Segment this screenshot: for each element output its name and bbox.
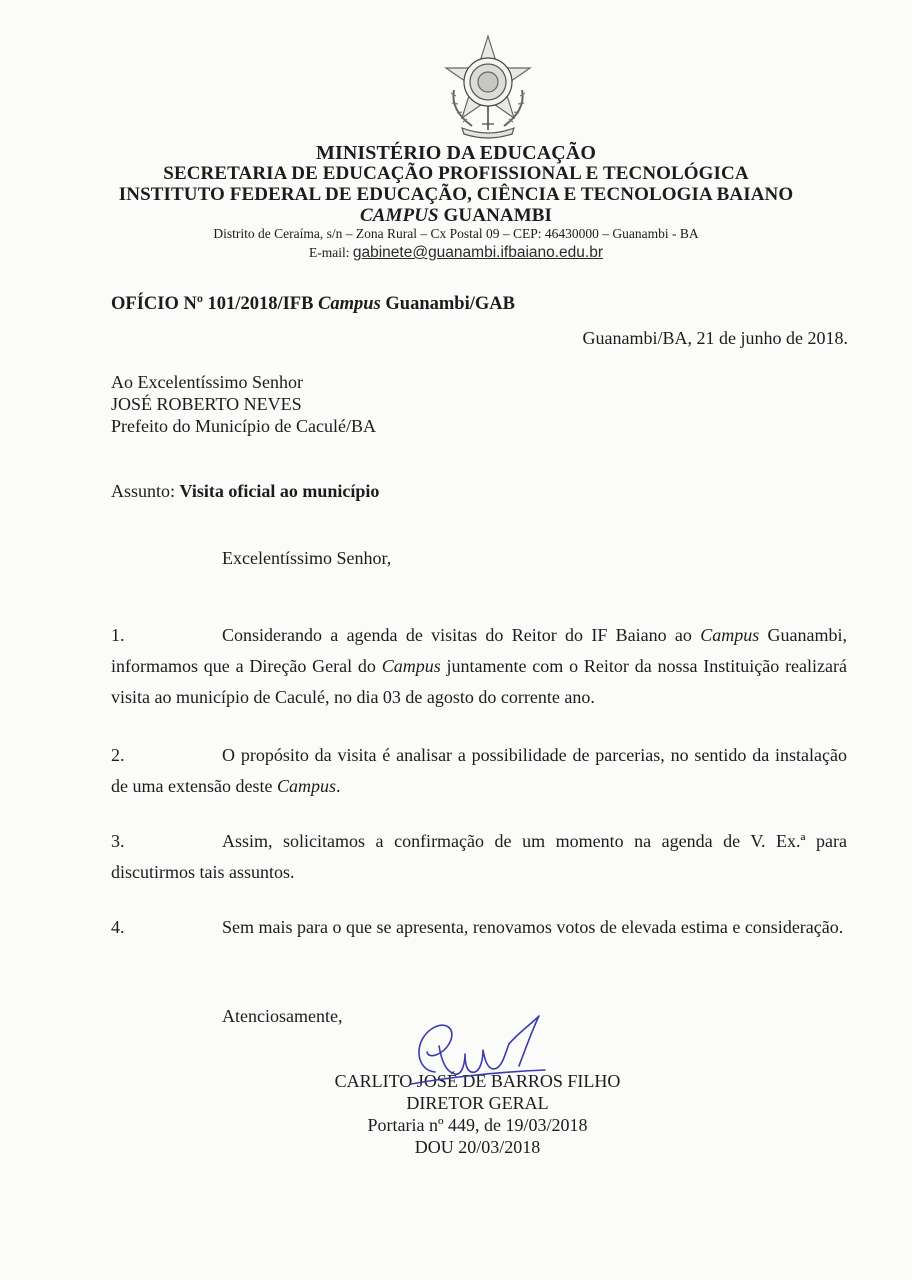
paragraph-1 bbox=[111, 620, 847, 713]
header-email-line bbox=[0, 243, 912, 263]
paragraph-4 bbox=[111, 912, 847, 943]
oficio-prefix: OFÍCIO Nº 101/2018/IFB bbox=[111, 294, 319, 314]
paragraph-text: juntamente com o Reitor da nossa Instituição realizará visita ao município de Caculé, no dia 03 de agosto do corrente ano. bbox=[111, 656, 848, 707]
email-label: E-mail: bbox=[308, 245, 353, 260]
salutation: Excelentíssimo Senhor, bbox=[222, 548, 392, 568]
header-ministry: MINISTÉRIO DA EDUCAÇÃO bbox=[315, 142, 596, 164]
header-secretariat: SECRETARIA DE EDUCAÇÃO PROFISSIONAL E TECNOLÓGICA bbox=[163, 163, 749, 184]
handwritten-signature-icon bbox=[405, 1010, 550, 1090]
subject-text: Visita oficial ao município bbox=[179, 481, 380, 501]
paragraph-text: Assim, solicitamos a confirmação de um momento na agenda de V. Ex.ª para discutirmos tais assuntos. bbox=[111, 831, 847, 882]
paragraph-2 bbox=[111, 740, 847, 802]
paragraph-number: 4. bbox=[111, 917, 125, 937]
closing: Atenciosamente, bbox=[222, 1006, 343, 1026]
signer-dou: DOU 20/03/2018 bbox=[414, 1137, 541, 1157]
paragraph-text: Considerando a agenda de visitas do Reitor do IF Baiano ao bbox=[222, 625, 701, 645]
header-campus bbox=[0, 205, 912, 227]
subject-label: Assunto: bbox=[111, 481, 180, 501]
oficio-italic: Campus bbox=[318, 294, 381, 314]
recipient-title: Prefeito do Município de Caculé/BA bbox=[111, 416, 376, 436]
header-institute: INSTITUTO FEDERAL DE EDUCAÇÃO, CIÊNCIA E TECNOLOGIA BAIANO bbox=[118, 184, 794, 205]
paragraph-italic: Campus bbox=[381, 656, 441, 676]
oficio-number bbox=[111, 293, 515, 315]
paragraph-italic: Campus bbox=[276, 776, 336, 796]
header-address: Distrito de Ceraíma, s/n – Zona Rural – Cx Postal 09 – CEP: 46430000 – Guanambi - BA bbox=[213, 226, 699, 241]
paragraph-italic: Campus bbox=[700, 625, 760, 645]
brazil-coat-of-arms-icon bbox=[432, 30, 544, 142]
signer-name: CARLITO JOSÉ DE BARROS FILHO bbox=[334, 1071, 621, 1091]
email-link[interactable]: gabinete@guanambi.ifbaiano.edu.br bbox=[352, 244, 604, 261]
paragraph-text: Sem mais para o que se apresenta, renovamos votos de elevada estima e consideração. bbox=[222, 917, 844, 937]
subject-line bbox=[111, 480, 379, 502]
oficio-suffix: Guanambi/GAB bbox=[380, 294, 515, 314]
header-campus-italic: CAMPUS bbox=[359, 205, 439, 226]
recipient-name: JOSÉ ROBERTO NEVES bbox=[111, 394, 302, 414]
paragraph-3 bbox=[111, 826, 847, 888]
letter-date: Guanambi/BA, 21 de junho de 2018. bbox=[582, 328, 848, 348]
header-campus-name: GUANAMBI bbox=[438, 205, 553, 226]
paragraph-text: . bbox=[335, 776, 341, 796]
recipient-block bbox=[111, 371, 376, 437]
signer-portaria: Portaria nº 449, de 19/03/2018 bbox=[367, 1115, 588, 1135]
paragraph-number: 2. bbox=[111, 745, 125, 765]
paragraph-number: 1. bbox=[111, 625, 125, 645]
recipient-salutation: Ao Excelentíssimo Senhor bbox=[111, 372, 303, 392]
paragraph-number: 3. bbox=[111, 831, 125, 851]
signer-title: DIRETOR GERAL bbox=[406, 1093, 549, 1113]
paragraph-text: Guanambi, informamos que a Direção Geral do bbox=[111, 625, 847, 676]
paragraph-text: O propósito da visita é analisar a possibilidade de parcerias, no sentido da instalação de uma extensão deste bbox=[111, 745, 847, 796]
